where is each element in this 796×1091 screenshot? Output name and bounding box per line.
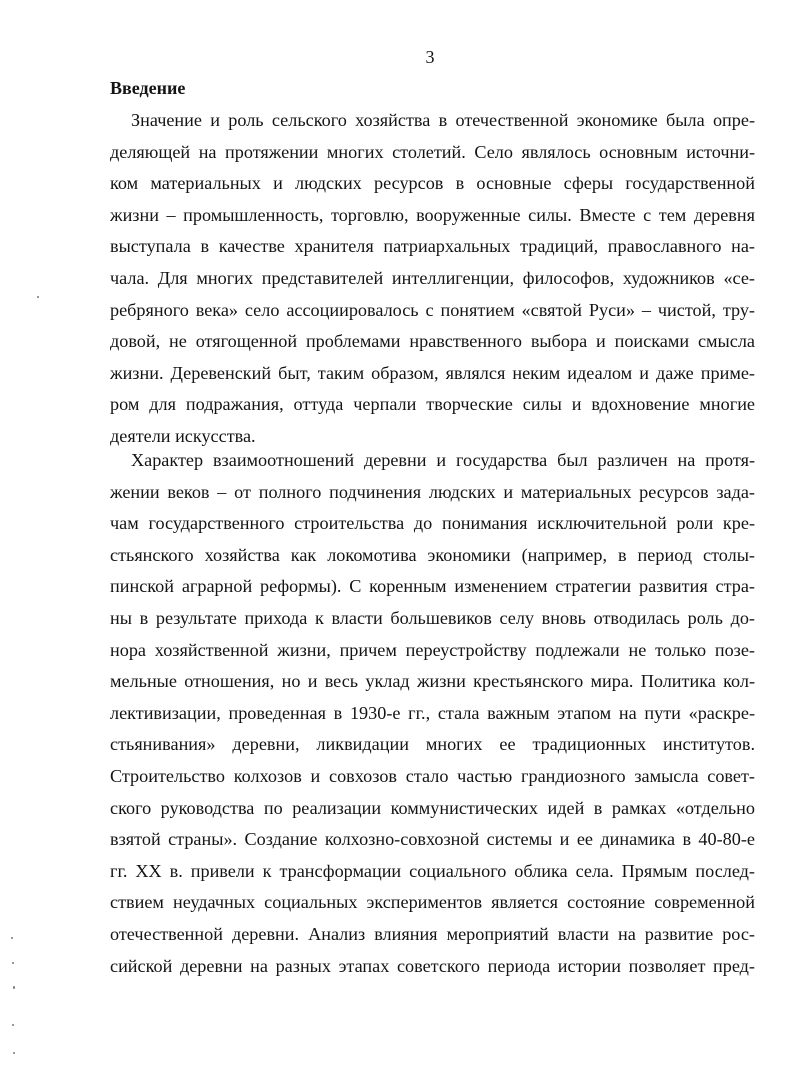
text-line: ком материальных и людских ресурсов в основные сферы государственной <box>110 173 755 194</box>
scan-speck <box>11 937 13 939</box>
text-line: стьянивания» деревни, ликвидации многих ее традиционных институтов. <box>110 734 755 755</box>
text-line: чала. Для многих представителей интеллигенции, философов, художников «се- <box>110 267 755 288</box>
page-number: 3 <box>425 47 435 67</box>
text-line: мельные отношения, но и весь уклад жизни крестьянского мира. Политика кол- <box>110 671 755 692</box>
scan-speck <box>12 962 14 964</box>
text-line: деятели искусства. <box>110 425 256 446</box>
text-line: ствием неудачных социальных экспериментов является состояние современной <box>110 892 755 913</box>
text-line: Характер взаимоотношений деревни и государства был различен на протя- <box>131 450 755 470</box>
text-line: довой, не отягощенной проблемами нравственного выбора и поисками смысла <box>110 331 755 352</box>
text-line: нора хозяйственной жизни, причем переустройству подлежали не только позе- <box>110 639 755 660</box>
text-line: стьянского хозяйства как локомотива экономики (например, в период столы- <box>110 544 755 565</box>
text-line: чам государственного строительства до понимания исключительной роли кре- <box>110 513 755 534</box>
section-heading: Введение <box>110 78 186 98</box>
text-line: ского руководства по реализации коммунистических идей в рамках «отдельно <box>110 797 755 818</box>
text-line: деляющей на протяжении многих столетий. Село являлось основным источни- <box>110 141 755 162</box>
text-line: жизни – промышленность, торговлю, вооруженные силы. Вместе с тем деревня <box>110 204 755 225</box>
scan-speck <box>13 986 15 989</box>
paragraph-1 <box>110 105 755 453</box>
text-line: лективизации, проведенная в 1930-е гг., стала важным этапом на пути «раскре- <box>110 702 755 723</box>
text-line: ребряного века» село ассоциировалось с понятием «святой Руси» – чистой, тру- <box>110 299 755 320</box>
scan-speck <box>13 1052 15 1054</box>
scan-speck <box>12 1024 14 1026</box>
text-line: гг. XX в. привели к трансформации социального облика села. Прямым послед- <box>110 860 755 881</box>
text-line: ны в результате прихода к власти большевиков селу вновь отводилась роль до- <box>110 607 755 628</box>
text-line: жении веков – от полного подчинения людских и материальных ресурсов зада- <box>110 481 755 502</box>
text-line: выступала в качестве хранителя патриархальных традиций, православного на- <box>110 236 755 257</box>
paragraph-2 <box>110 445 755 982</box>
scan-speck <box>37 296 39 298</box>
text-line: взятой страны». Создание колхозно-совхозной системы и ее динамика в 40-80-е <box>110 829 755 850</box>
text-line: пинской аграрной реформы). С коренным изменением стратегии развития стра- <box>110 576 755 597</box>
text-line: Строительство колхозов и совхозов стало частью грандиозного замысла совет- <box>110 765 755 786</box>
text-line: сийской деревни на разных этапах советского периода истории позволяет пред- <box>110 955 755 976</box>
text-line: отечественной деревни. Анализ влияния мероприятий власти на развитие рос- <box>110 923 755 944</box>
text-line: жизни. Деревенский быт, таким образом, являлся неким идеалом и даже приме- <box>110 362 755 383</box>
text-line: ром для подражания, оттуда черпали творческие силы и вдохновение многие <box>110 394 755 415</box>
text-line: Значение и роль сельского хозяйства в отечественной экономике была опре- <box>131 110 755 130</box>
